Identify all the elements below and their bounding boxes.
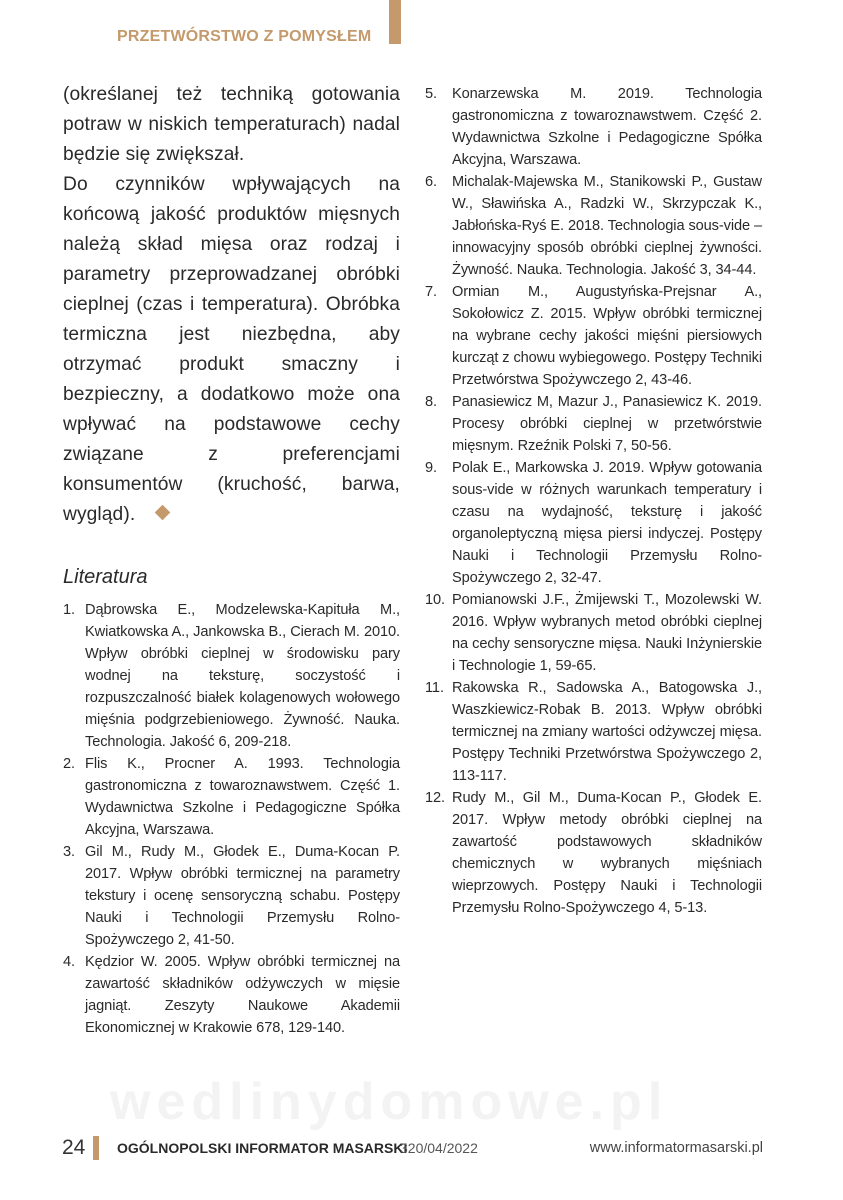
reference-number: 1. — [63, 602, 75, 618]
page-number: 24 — [62, 1136, 86, 1159]
right-column — [425, 83, 762, 919]
reference-number: 3. — [63, 844, 75, 860]
literature-heading: Literatura — [63, 566, 148, 588]
reference-text: Flis K., Procner A. 1993. Technologia gastronomiczna z towaroznawstwem. Część 1. Wydawnictwa Szkolne i Pedagogiczne Spółka Akcyjna, Warszawa. — [85, 756, 400, 838]
section-header: PRZETWÓRSTWO Z POMYSŁEM — [117, 28, 372, 45]
reference-item — [425, 83, 762, 171]
reference-item — [63, 599, 400, 753]
header-accent-bar — [389, 0, 401, 44]
reference-text: Ormian M., Augustyńska-Prejsnar A., Sokołowicz Z. 2015. Wpływ obróbki termicznej na wybrane cechy jakości mięśni piersiowych kurcząt z chowu wybiegowego. Postępy Techniki Przetwórstwa Spożywczego 2, 43-46. — [452, 284, 762, 388]
reference-text: Kędzior W. 2005. Wpływ obróbki termicznej na zawartość składników odżywczych w mięsie jagniąt. Zeszyty Naukowe Akademii Ekonomicznej w Krakowie 678, 129-140. — [85, 954, 400, 1036]
issue-number: 320/04/2022 — [400, 1140, 478, 1156]
reference-item — [63, 841, 400, 951]
reference-item — [425, 457, 762, 589]
reference-item — [425, 171, 762, 281]
end-diamond-icon — [155, 505, 171, 521]
reference-number: 11. — [425, 680, 444, 696]
watermark: wedlinydomowe.pl — [110, 1073, 669, 1131]
reference-number: 7. — [425, 284, 437, 300]
left-column — [63, 80, 400, 1039]
reference-text: Konarzewska M. 2019. Technologia gastronomiczna z towaroznawstwem. Część 2. Wydawnictwa Szkolne i Pedagogiczne Spółka Akcyjna, Warszawa. — [452, 86, 762, 168]
reference-number: 9. — [425, 460, 437, 476]
reference-number: 4. — [63, 954, 75, 970]
paragraph — [63, 170, 400, 530]
reference-list — [425, 83, 762, 919]
reference-text: Rakowska R., Sadowska A., Batogowska J., Waszkiewicz-Robak B. 2013. Wpływ obróbki termicznej na zmiany wartości odżywczej mięsa. Postępy Techniki Przetwórstwa Spożywczego 2, 113-117. — [452, 680, 762, 784]
reference-number: 12. — [425, 790, 445, 806]
reference-number: 10. — [425, 592, 445, 608]
footer-accent-bar — [93, 1136, 99, 1160]
paragraph: (określanej też techniką gotowania potraw w niskich temperaturach) nadal będzie się zwiększał. — [63, 84, 400, 165]
reference-text: Polak E., Markowska J. 2019. Wpływ gotowania sous-vide w różnych warunkach temperatury i czasu na wydajność, teksturę i jakość organoleptyczną mięsa piersi indyczej. Postępy Nauki i Technologii Przemysłu Rolno-Spożywczego 2, 32-47. — [452, 460, 762, 586]
reference-item — [63, 951, 400, 1039]
reference-text: Panasiewicz M, Mazur J., Panasiewicz K. 2019. Procesy obróbki cieplnej w przetwórstwie mięsnym. Rzeźnik Polski 7, 50-56. — [452, 394, 762, 454]
reference-item — [425, 677, 762, 787]
reference-item — [425, 391, 762, 457]
reference-text: Rudy M., Gil M., Duma-Kocan P., Głodek E. 2017. Wpływ metody obróbki cieplnej na zawartość podstawowych składników chemicznych w wybranych mięśniach wieprzowych. Postępy Nauki i Technologii Przemysłu Rolno-Spożywczego 4, 5-13. — [452, 790, 762, 916]
reference-text: Gil M., Rudy M., Głodek E., Duma-Kocan P. 2017. Wpływ obróbki termicznej na parametry tekstury i ocenę sensoryczną schabu. Postępy Nauki i Technologii Przemysłu Rolno-Spożywczego 2, 41-50. — [85, 844, 400, 948]
reference-number: 8. — [425, 394, 437, 410]
reference-number: 2. — [63, 756, 75, 772]
reference-item — [425, 589, 762, 677]
magazine-name: OGÓLNOPOLSKI INFORMATOR MASARSKI — [117, 1140, 408, 1156]
reference-text: Pomianowski J.F., Żmijewski T., Mozolewski W. 2016. Wpływ wybranych metod obróbki cieplnej na cechy sensoryczne mięsa. Nauki Inżynierskie i Technologie 1, 59-65. — [452, 592, 762, 674]
article-body — [63, 80, 400, 530]
paragraph-text: Do czynników wpływających na końcową jakość produktów mięsnych należą skład mięsa oraz rodzaj i parametry przeprowadzanej obróbki cieplnej (czas i temperatura). Obróbka termiczna jest niezbędna, aby otrzymać produkt smaczny i bezpieczny, a dodatkowo może ona wpływać na podstawowe cechy związane z preferencjami konsumentów (kruchość, barwa, wygląd). — [63, 174, 400, 525]
reference-item — [425, 281, 762, 391]
reference-list — [63, 599, 400, 1039]
reference-item — [425, 787, 762, 919]
website-link[interactable]: www.informatormasarski.pl — [589, 1140, 763, 1156]
reference-number: 6. — [425, 174, 437, 190]
reference-number: 5. — [425, 86, 437, 102]
reference-item — [63, 753, 400, 841]
footer — [62, 1136, 763, 1160]
reference-text: Michalak-Majewska M., Stanikowski P., Gustaw W., Sławińska A., Radzki W., Skrzypczak K., Jabłońska-Ryś E. 2018. Technologia sous-vide – innowacyjny sposób obróbki cieplnej żywności. Żywność. Nauka. Technologia. Jakość 3, 34-44. — [452, 174, 762, 278]
reference-text: Dąbrowska E., Modzelewska-Kapituła M., Kwiatkowska A., Jankowska B., Cierach M. 2010. Wpływ obróbki cieplnej w środowisku pary wodnej na teksturę, soczystość i rozpuszczalność białek kolagenowych wołowego mięśnia podgrzebieniowego. Żywność. Nauka. Technologia. Jakość 6, 209-218. — [85, 602, 400, 750]
